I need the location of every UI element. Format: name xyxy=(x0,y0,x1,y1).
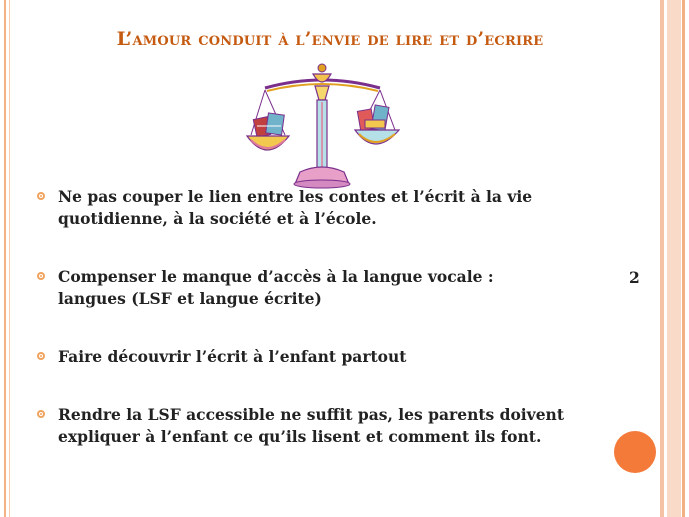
number-fragment: 2 xyxy=(629,268,640,287)
bullet-text-2: Compenser le manque d’accès à la langue vocale : xyxy=(58,267,494,286)
bullet-text-4: Rendre la LSF accessible ne suffit pas, les parents doivent expliquer à l’enfant ce qu’ils lisent et comment ils font. xyxy=(58,405,564,446)
slide-title: L’amour conduit à l’envie de lire et d’ecrire xyxy=(116,28,544,50)
bullet-item-3 xyxy=(38,346,618,368)
bullet-item-1 xyxy=(38,186,618,230)
bullet-item-4 xyxy=(38,404,618,448)
bullet-icon xyxy=(37,272,45,280)
bullet-icon xyxy=(37,352,45,360)
bullet-icon xyxy=(37,192,45,200)
bullet-icon xyxy=(37,410,45,418)
right-stripe-2 xyxy=(667,0,681,517)
bullet-text-1: Ne pas couper le lien entre les contes et l’écrit à la vie quotidienne, à la société et à l’école. xyxy=(58,187,533,228)
bullet-text-2-continuation: langues (LSF et langue écrite) xyxy=(58,289,322,308)
decorative-circle xyxy=(614,431,656,473)
right-stripe-1 xyxy=(660,0,664,517)
bullet-item-2 xyxy=(38,266,618,310)
left-border-line xyxy=(4,0,6,517)
right-stripe-3 xyxy=(682,0,685,517)
left-border-line-inner xyxy=(9,0,10,517)
bullet-text-3: Faire découvrir l’écrit à l’enfant partout xyxy=(58,347,407,366)
balance-scale-books-icon xyxy=(245,60,400,190)
